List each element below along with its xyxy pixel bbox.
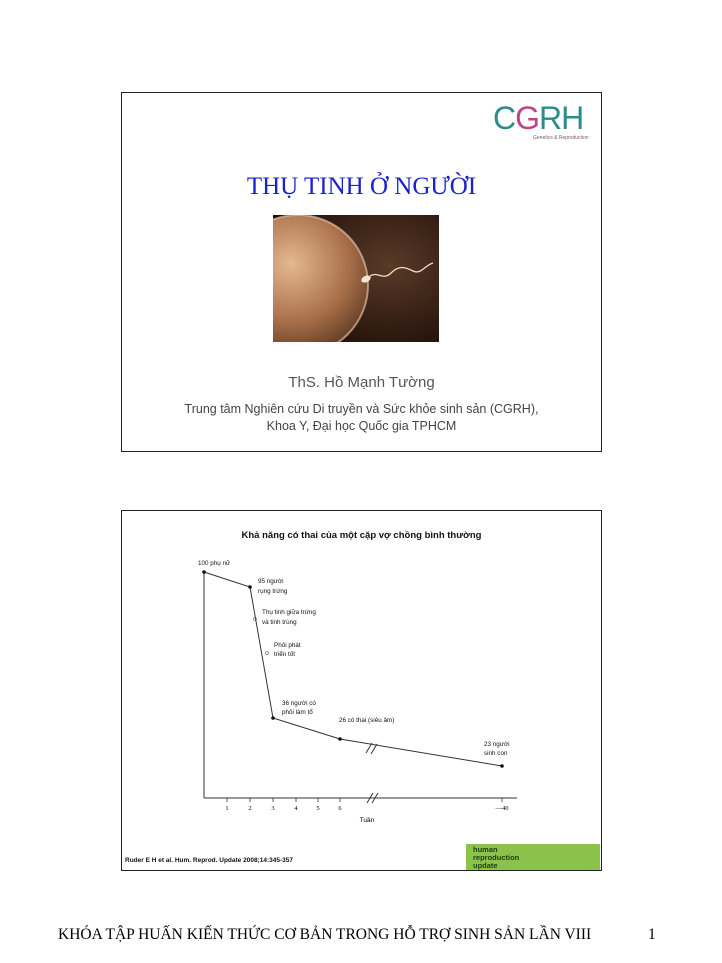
data-point-4 [500, 764, 504, 768]
annotation-fertilization-1: Thụ tinh giữa trứng [262, 609, 316, 616]
x-axis-label: Tuần [359, 817, 375, 824]
x-tick-label-5: 6 [338, 805, 342, 812]
page-number: 1 [648, 926, 656, 943]
annotation-ovulation-2: rụng trứng [258, 588, 288, 595]
journal-line-2: reproduction [473, 853, 520, 862]
annotation-implant-1: 36 người có [282, 700, 316, 707]
series-line [204, 572, 502, 766]
journal-logo [466, 844, 600, 870]
logo-wordmark: CGRH [493, 100, 584, 136]
data-point-2 [271, 716, 275, 720]
journal-line-3: update [473, 861, 498, 870]
x-tick-label-0: 1 [225, 805, 229, 812]
annotation-ovulation-1: 95 người [258, 578, 284, 585]
data-point-0 [202, 570, 206, 574]
annotation-embryo-2: triển tốt [274, 651, 295, 658]
author-name: ThS. Hồ Mạnh Tường [288, 374, 435, 391]
footer-course-title: KHÓA TẬP HUẤN KIẾN THỨC CƠ BẢN TRONG HỖ TRỢ SINH SẢN LẦN VIII [58, 926, 592, 943]
x-tick-label-4: 5 [316, 805, 320, 812]
annotation-embryo-1: Phôi phát [274, 642, 301, 649]
x-tick-label-3: 4 [294, 805, 298, 812]
affiliation-line-1: Trung tâm Nghiên cứu Di truyền và Sức khỏe sinh sản (CGRH), [184, 402, 539, 416]
x-tick-label-6: —40 [495, 805, 509, 812]
cgrh-logo [493, 99, 589, 143]
data-point-1 [248, 585, 252, 589]
chart-title: Khả năng có thai của một cặp vợ chồng bình thường [241, 530, 482, 541]
data-point-3 [338, 737, 342, 741]
annotation-birth-1: 23 người [484, 741, 510, 748]
annotation-birth-2: sinh con [484, 750, 508, 757]
slide-title: THỤ TINH Ở NGƯỜI [246, 173, 477, 200]
x-tick-label-2: 3 [271, 805, 275, 812]
x-tick-label-1: 2 [248, 805, 252, 812]
citation: Ruder E H et al. Hum. Reprod. Update 2008;14:345-357 [125, 857, 293, 864]
slide-2 [121, 510, 602, 871]
annotation-ultrasound: 26 có thai (siêu âm) [339, 717, 395, 724]
annotation-start: 100 phụ nữ [198, 560, 231, 567]
sperm-egg-image [273, 215, 439, 342]
affiliation [122, 401, 601, 435]
affiliation-line-2: Khoa Y, Đại học Quốc gia TPHCM [266, 419, 457, 433]
pregnancy-chart [122, 511, 600, 869]
logo-subtext: Genetics & Reproduction [533, 135, 589, 141]
journal-line-1: human [473, 845, 498, 854]
annotation-implant-2: phôi làm tổ [282, 709, 313, 716]
slide-1 [121, 92, 602, 452]
annotation-fertilization-2: và tinh trùng [262, 619, 297, 626]
